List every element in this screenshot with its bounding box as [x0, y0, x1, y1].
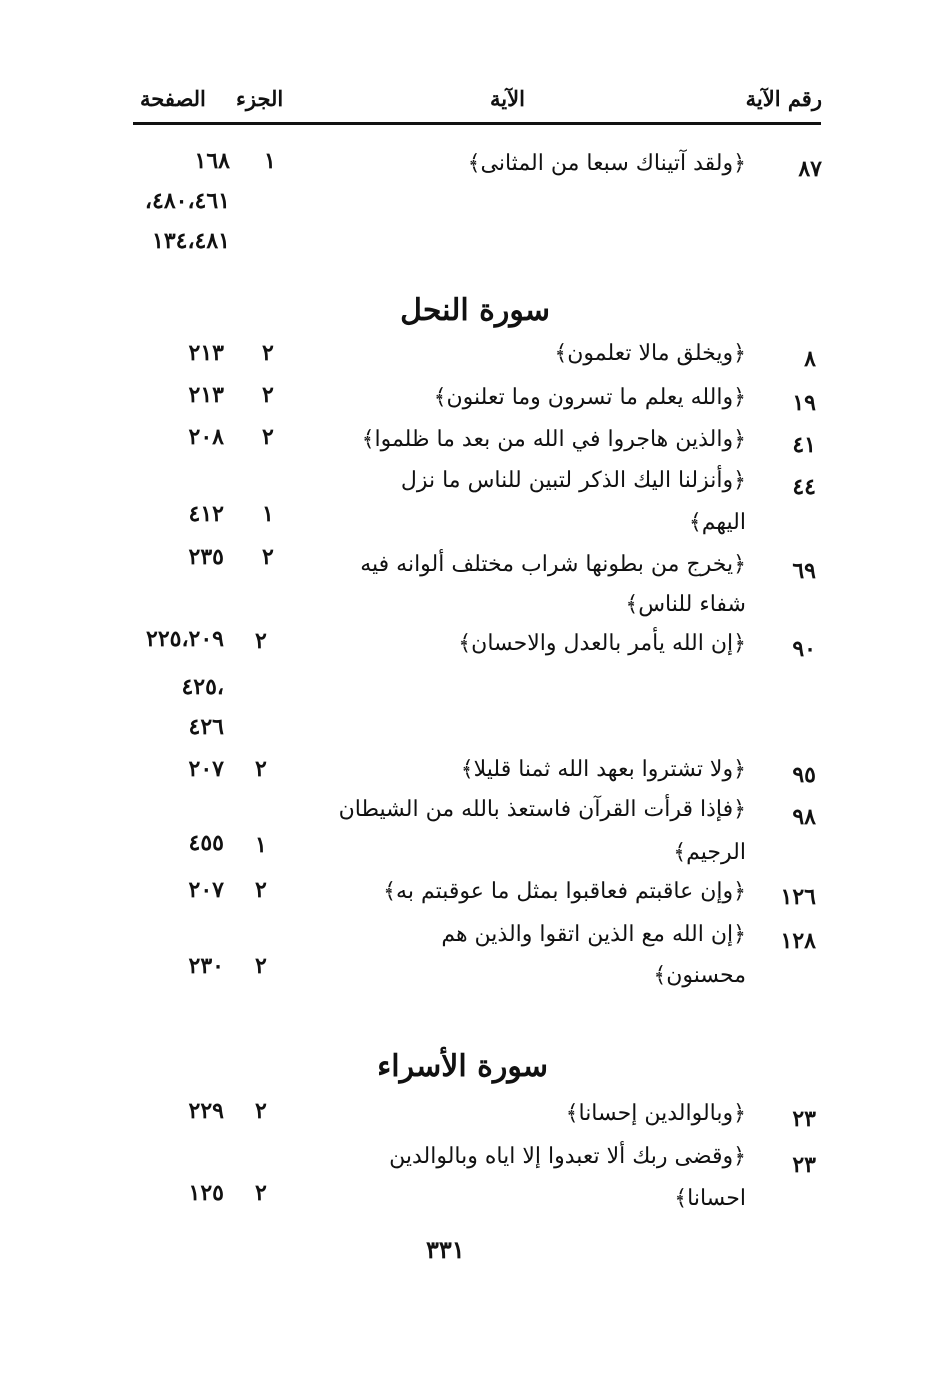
page-ref: ١٣٤،٤٨١ [152, 228, 230, 254]
page-ref: ٤٨٠،٤٦١، [144, 188, 230, 214]
verse-text-continued: احسانا﴾ [674, 1186, 746, 1211]
juz-value: ١ [255, 832, 267, 858]
verse-text: ﴿إن الله يأمر بالعدل والاحسان﴾ [458, 631, 746, 656]
header-verse: الآية [490, 86, 525, 111]
verse-text-continued: محسنون﴾ [653, 963, 746, 988]
page-ref: ٤٢٦ [188, 714, 224, 740]
page-ref: ٢١٣ [188, 340, 224, 366]
header-page: الصفحة [140, 86, 206, 111]
verse-text: ﴿فإذا قرأت القرآن فاستعذ بالله من الشيطان [338, 797, 746, 822]
verse-text-continued: الرجيم﴾ [673, 840, 746, 865]
page-ref: ١٢٥ [188, 1180, 224, 1206]
juz-value: ٢ [255, 1098, 267, 1124]
juz-value: ٢ [262, 544, 274, 570]
page-ref: ٢٢٩ [188, 1098, 224, 1124]
juz-value: ٢ [255, 1180, 267, 1206]
surah-title: سورة الأسراء [377, 1049, 548, 1084]
juz-value: ٢ [255, 628, 267, 654]
verse-text: ﴿ولا تشتروا بعهد الله ثمنا قليلا﴾ [460, 757, 746, 782]
verse-number: ٦٩ [792, 558, 816, 584]
verse-text: ﴿وقضى ربك ألا تعبدوا إلا اياه وبالوالدين [389, 1144, 746, 1169]
verse-text-continued: شفاء للناس﴾ [625, 592, 746, 617]
page-ref: ،٤٢٥ [181, 674, 224, 700]
verse-number: ٢٣ [792, 1106, 816, 1132]
verse-text-continued: اليهم﴾ [688, 510, 746, 535]
juz-value: ٢ [255, 877, 267, 903]
page-ref: ٢٠٧ [188, 756, 224, 782]
juz-value: ٢ [262, 424, 274, 450]
page-ref: ١٦٨ [194, 148, 230, 174]
juz-value: ٢ [262, 382, 274, 408]
surah-title: سورة النحل [400, 293, 550, 328]
verse-text: ﴿ولقد آتيناك سبعا من المثانى﴾ [467, 151, 746, 176]
verse-number: ٨ [804, 346, 816, 372]
juz-value: ٢ [255, 953, 267, 979]
juz-value: ١ [262, 501, 274, 527]
verse-number: ٩٨ [792, 804, 816, 830]
verse-number: ١٢٨ [780, 928, 816, 954]
verse-text: ﴿والذين هاجروا في الله من بعد ما ظلموا﴾ [361, 427, 746, 452]
page-ref: ٢١٣ [188, 382, 224, 408]
verse-number: ١٢٦ [780, 884, 816, 910]
verse-text: ﴿والله يعلم ما تسرون وما تعلنون﴾ [433, 385, 746, 410]
header-juz: الجزء [236, 86, 284, 111]
header-verse-number: رقم الآية [745, 86, 822, 111]
verse-number: ١٩ [792, 390, 816, 416]
verse-number: ٨٧ [798, 156, 822, 182]
verse-text: ﴿ويخلق مالا تعلمون﴾ [554, 341, 746, 366]
verse-text: ﴿وإن عاقبتم فعاقبوا بمثل ما عوقبتم به﴾ [383, 879, 746, 904]
juz-value: ١ [264, 148, 276, 174]
page-ref: ٤٥٥ [188, 830, 224, 856]
verse-number: ٩٠ [792, 636, 816, 662]
verse-text: ﴿وأنزلنا اليك الذكر لتبين للناس ما نزل [400, 468, 746, 493]
verse-number: ٢٣ [792, 1152, 816, 1178]
page-ref: ٢٠٧ [188, 877, 224, 903]
verse-number: ٤٤ [792, 474, 816, 500]
page-ref: ٢٣٠ [188, 953, 224, 979]
header-rule [133, 122, 821, 125]
juz-value: ٢ [262, 340, 274, 366]
verse-number: ٤١ [792, 432, 816, 458]
juz-value: ٢ [255, 756, 267, 782]
page-ref: ٤١٢ [188, 501, 224, 527]
verse-text: ﴿يخرج من بطونها شراب مختلف ألوانه فيه [360, 552, 746, 577]
page-ref: ٢٠٨ [188, 424, 224, 450]
verse-text: ﴿إن الله مع الذين اتقوا والذين هم [441, 922, 746, 947]
verse-number: ٩٥ [792, 762, 816, 788]
page-ref: ٢٣٥ [188, 544, 224, 570]
verse-text: ﴿وبالوالدين إحسانا﴾ [565, 1101, 746, 1126]
page-ref: ٢٢٥،٢٠٩ [146, 626, 224, 652]
page-number: ٣٣١ [426, 1235, 465, 1264]
